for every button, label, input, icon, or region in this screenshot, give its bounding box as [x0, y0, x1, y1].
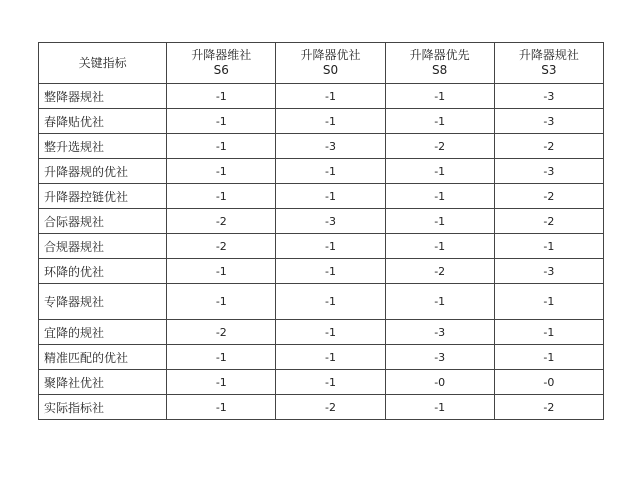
table-row	[39, 209, 604, 234]
column-header-code: S6	[213, 63, 229, 77]
table-cell: -2	[494, 209, 603, 234]
table-cell: -2	[167, 234, 276, 259]
table-row	[39, 84, 604, 109]
column-header-name: 升降器优社	[300, 48, 361, 62]
table-row	[39, 184, 604, 209]
table-cell: -1	[385, 395, 494, 420]
table-cell: -1	[494, 284, 603, 320]
row-label: 整降器规社	[39, 84, 167, 109]
row-label: 专降器规社	[39, 284, 167, 320]
corner-header: 关键指标	[39, 43, 167, 84]
table-cell: -1	[167, 109, 276, 134]
table-cell: -3	[494, 159, 603, 184]
table-cell: -1	[276, 184, 385, 209]
table-cell: -1	[385, 184, 494, 209]
table-cell: -3	[494, 84, 603, 109]
header-row	[39, 43, 604, 84]
table-cell: -1	[276, 84, 385, 109]
table-cell: -1	[167, 184, 276, 209]
table-row	[39, 370, 604, 395]
table-cell: -2	[385, 134, 494, 159]
table-row	[39, 284, 604, 320]
row-label: 实际指标社	[39, 395, 167, 420]
table-row	[39, 395, 604, 420]
table-cell: -3	[385, 345, 494, 370]
table-cell: -3	[385, 320, 494, 345]
column-header	[276, 43, 385, 84]
table-cell: -1	[167, 259, 276, 284]
table-cell: -1	[167, 284, 276, 320]
row-label: 聚降社优社	[39, 370, 167, 395]
table-cell: -1	[276, 259, 385, 284]
table-cell: -0	[494, 370, 603, 395]
table-cell: -1	[276, 159, 385, 184]
table-cell: -1	[385, 209, 494, 234]
table-cell: -2	[276, 395, 385, 420]
table-cell: -1	[385, 284, 494, 320]
table-cell: -2	[494, 134, 603, 159]
table-cell: -3	[494, 109, 603, 134]
column-header-code: S3	[541, 63, 557, 77]
row-label: 升降器规的优社	[39, 159, 167, 184]
table-cell: -2	[167, 209, 276, 234]
table-cell: -1	[167, 84, 276, 109]
table-cell: -2	[385, 259, 494, 284]
table-cell: -1	[167, 345, 276, 370]
table-cell: -1	[276, 109, 385, 134]
table-cell: -2	[494, 184, 603, 209]
table-cell: -2	[167, 320, 276, 345]
column-header-name: 升降器规社	[518, 48, 579, 62]
table-cell: -1	[385, 234, 494, 259]
table-cell: -3	[276, 134, 385, 159]
table-cell: -0	[385, 370, 494, 395]
table-row	[39, 345, 604, 370]
table-row	[39, 134, 604, 159]
row-label: 环降的优社	[39, 259, 167, 284]
table-cell: -1	[276, 370, 385, 395]
table-cell: -1	[385, 159, 494, 184]
table-row	[39, 159, 604, 184]
table-cell: -1	[276, 284, 385, 320]
table-cell: -1	[276, 345, 385, 370]
table-cell: -1	[276, 320, 385, 345]
column-header	[385, 43, 494, 84]
table-cell: -1	[276, 234, 385, 259]
column-header-code: S0	[322, 63, 339, 77]
table-cell: -3	[494, 259, 603, 284]
column-header-name: 升降器维社	[191, 48, 252, 62]
table-cell: -1	[385, 84, 494, 109]
table-cell: -3	[276, 209, 385, 234]
table-cell: -1	[167, 370, 276, 395]
table-cell: -1	[167, 159, 276, 184]
table-row	[39, 320, 604, 345]
table-row	[39, 234, 604, 259]
table-cell: -1	[494, 234, 603, 259]
row-label: 春降贴优社	[39, 109, 167, 134]
table-cell: -1	[385, 109, 494, 134]
row-label: 合规器规社	[39, 234, 167, 259]
column-header-code: S8	[432, 63, 448, 77]
row-label: 整升选规社	[39, 134, 167, 159]
table-row	[39, 109, 604, 134]
table-cell: -2	[494, 395, 603, 420]
row-label: 合际器规社	[39, 209, 167, 234]
table-cell: -1	[494, 345, 603, 370]
row-label: 宜降的规社	[39, 320, 167, 345]
table-row	[39, 259, 604, 284]
table-cell: -1	[494, 320, 603, 345]
table-cell: -1	[167, 134, 276, 159]
table-cell: -1	[167, 395, 276, 420]
column-header-name: 升降器优先	[409, 48, 470, 62]
row-label: 升降器控链优社	[39, 184, 167, 209]
data-table	[38, 42, 604, 420]
row-label: 精准匹配的优社	[39, 345, 167, 370]
table-body	[39, 84, 604, 420]
column-header	[167, 43, 276, 84]
column-header	[494, 43, 603, 84]
